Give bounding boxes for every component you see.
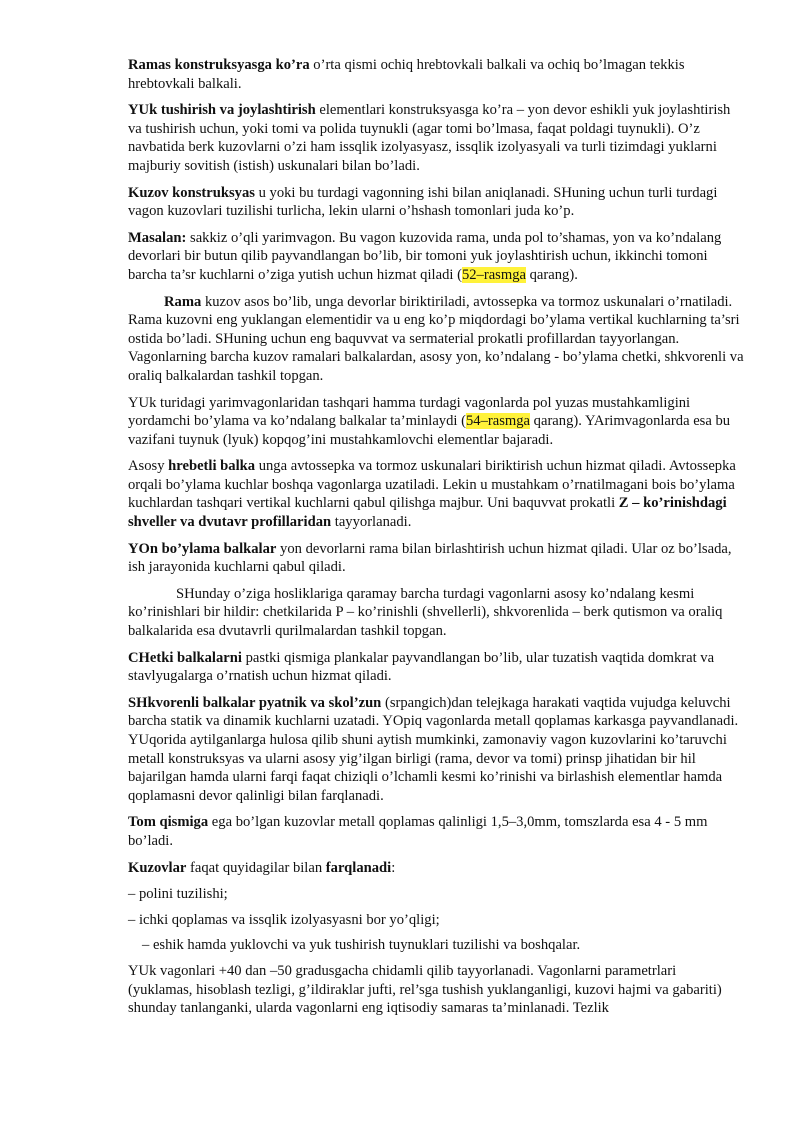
paragraph-text: qarang). YArimvagonlarda esa bu vazifani tuynuk (lyuk) kopqog’ini mustahkamlovchi elementlar bajaradi.: [128, 413, 731, 448]
paragraph-12: [128, 813, 744, 850]
paragraph-text: qarang).: [525, 266, 578, 283]
document-body: [128, 56, 744, 1026]
paragraph-1: [128, 56, 744, 93]
paragraph-2: [128, 101, 744, 175]
term-bold: hrebetli balka: [168, 458, 256, 475]
term-bold: Z – ko’rinishdagi shveller va dvutavr profillaridan: [128, 495, 727, 531]
paragraph-text: unga avtossepka va tormoz uskunalari biriktirish uchun hizmat qiladi. Avtossepka orqali bo’ylama kuchlar boshqa vagonlarga uzatiladi. Lekin u mustahkam o’rnatilmagani bois bo’ylama kuchlardan tashqari vertikal kuchlarni qabul qilishga majbur. Uni baquvvat prokatli: [128, 458, 736, 512]
paragraph-text: SHunday o’ziga hosliklariga qaramay barcha turdagi vagonlarni asosy ko’ndalang kesmi ko’rinishlari bir hildir: chetkilarida P – ko’rinishli (shvellerli), shkvorenlida – berk qutismon va oraliq balkalarida esa dvutavrli qurilmalardan tashkil topgan.: [128, 585, 723, 640]
term-bold: Rama: [164, 293, 202, 310]
figure-reference-highlight: 54–rasmga: [465, 413, 531, 430]
paragraph-9: [128, 585, 744, 641]
list-item: – ichki qoplamas va issqlik izolyasyasni bor yo’qligi;: [128, 911, 440, 928]
term-bold: CHetki balkalarni: [128, 649, 242, 666]
term-bold: Tom qismiga: [128, 814, 209, 831]
paragraph-text: YUk turidagi yarimvagonlaridan tashqari hamma turdagi vagonlarda pol yuzas mustahkamligini yordamchi bo’ylama va ko’ndalang balkalar ta’minlaydi (: [128, 394, 691, 430]
term-bold: Masalan:: [128, 229, 187, 246]
paragraph-text: YUk vagonlari +40 dan –50 gradusgacha chidamli qilib tayyorlanadi. Vagonlarni parametrlari (yuklamas, hisoblash tezligi, g’ildiraklar jufti, rel’sga tushish yuklanganligi, kuzovi hajmi va gabariti) shunday tanlanganki, ularda vagonlarni eng iqtisodiy samaras ta’minlanadi. Tezlik: [128, 962, 722, 1017]
paragraph-5: [128, 293, 744, 386]
list-item: – polini tuzilishi;: [128, 886, 228, 903]
paragraph-4: [128, 229, 744, 285]
term-bold: Ramas konstruksyasga ko’ra: [128, 57, 310, 73]
paragraph-text: o’rta qismi ochiq hrebtovkali balkali va ochiq bo’lmagan tekkis hrebtovkali balkali.: [128, 57, 685, 92]
figure-reference-highlight: 52–rasmga: [461, 266, 526, 283]
paragraph-text: ega bo’lgan kuzovlar metall qoplamas qalinligi 1,5–3,0mm, tomszlarda esa 4 - 5 mm bo’ladi.: [128, 814, 708, 849]
paragraph-11: [128, 694, 744, 806]
paragraph-3: [128, 184, 744, 221]
paragraph-7: [128, 457, 744, 531]
paragraph-text: elementlari konstruksyasga ko’ra – yon devor eshikli yuk joylashtirish va tushirish uchun, yoki tomi va polida tuynukli (agar tomi bo’lmasa, faqat poldagi tuynukli). O’z navbatida berk kuzovlarni o’zi ham issqlik izolyasyasz, issqlik izolyasyali va turli tizimdagi yuklarni majburiy sovitish (istish) uskunalari bilan bo’ladi.: [128, 102, 731, 174]
paragraph-text: yon devorlarni rama bilan birlashtirish uchun hizmat qiladi. Ular oz bo’lsada, ish jarayonida kuchlarni qabul qiladi.: [128, 540, 732, 576]
paragraph-10: [128, 649, 744, 686]
term-bold: Kuzov konstruksyas: [128, 184, 255, 201]
paragraph-text: sakkiz o’qli yarimvagon. Bu vagon kuzovida rama, unda pol to’shamas, yon va ko’ndalang devorlari bir butun qilib payvandlangan bo’lib, bir tomoni yuk joylashtirish uchun, ikkinchi tomoni barcha ta’sr kuchlarni o’ziga yutish uchun hizmat qiladi (: [128, 229, 722, 283]
paragraph-14: [128, 962, 744, 1018]
term-bold: YOn bo’ylama balkalar: [128, 540, 277, 557]
paragraph-text: tayyorlanadi.: [331, 514, 412, 531]
list-item: – eshik hamda yuklovchi va yuk tushirish tuynuklari tuzilishi va boshqalar.: [142, 937, 581, 954]
term-bold: SHkvorenli balkalar pyatnik va skol’zun: [128, 694, 382, 711]
term-bold: farqlanadi: [325, 859, 392, 876]
paragraph-text: kuzov asos bo’lib, unga devorlar biriktiriladi, avtossepka va tormoz uskunalari o’rnatiladi. Rama kuzovni eng yuklangan elementidir va u eng ko’p miqdordagi bo’ylama vertikal kuchlarning ta’sri ostida bo’ladi. SHuning uchun eng baquvvat va sermaterial prokatli profillardan tayyorlangan. Vagonlarning barcha kuzov ramalari balkalardan, asosy yon, ko’ndalang - bo’ylama chetki, shkvorenli va oraliq balkalardan tashkil topgan.: [128, 293, 744, 384]
paragraph-text: faqat quyidagilar bilan: [186, 859, 326, 876]
paragraph-text: (srpangich)dan telejkaga harakati vaqtida vujudga keluvchi barcha statik va dinamik kuchlarni uzatadi. YOpiq vagonlarda metall qoplamas karkasga payvandlanadi. YUqorida aytilganlarga hulosa qilib shuni aytish mumkinki, zamonaviy vagon kuzovlarini ko’taruvchi metall konstruksyas va ularni asosy yig’ilgan birligi (rama, devor va tomi) prinsp jihatidan bir hil bajarilgan hamda ularni farqi faqat chiziqli o’lchamli kesmi ko’rinishi va birlashish elementlar hamda qoplamasni devor qalinligi bilan farqlanadi.: [128, 694, 739, 804]
paragraph-text: u yoki bu turdagi vagonning ishi bilan aniqlanadi. SHuning uchun turli turdagi vagon kuzovlari tuzilishi turlicha, lekin ularni o’hshash tomonlari juda ko’p.: [128, 184, 718, 220]
paragraph-13: [128, 859, 744, 878]
term-bold: Kuzovlar: [128, 859, 187, 876]
paragraph-8: [128, 540, 744, 577]
paragraph-text: Asosy: [128, 458, 169, 475]
paragraph-text: pastki qismiga plankalar payvandlangan bo’lib, ular tuzatish vaqtida domkrat va stavlyugalarga o’rnatish uchun hizmat qiladi.: [128, 649, 715, 685]
paragraph-6: [128, 394, 744, 450]
term-bold: YUk tushirish va joylashtirish: [128, 102, 316, 119]
paragraph-text: :: [391, 859, 396, 876]
